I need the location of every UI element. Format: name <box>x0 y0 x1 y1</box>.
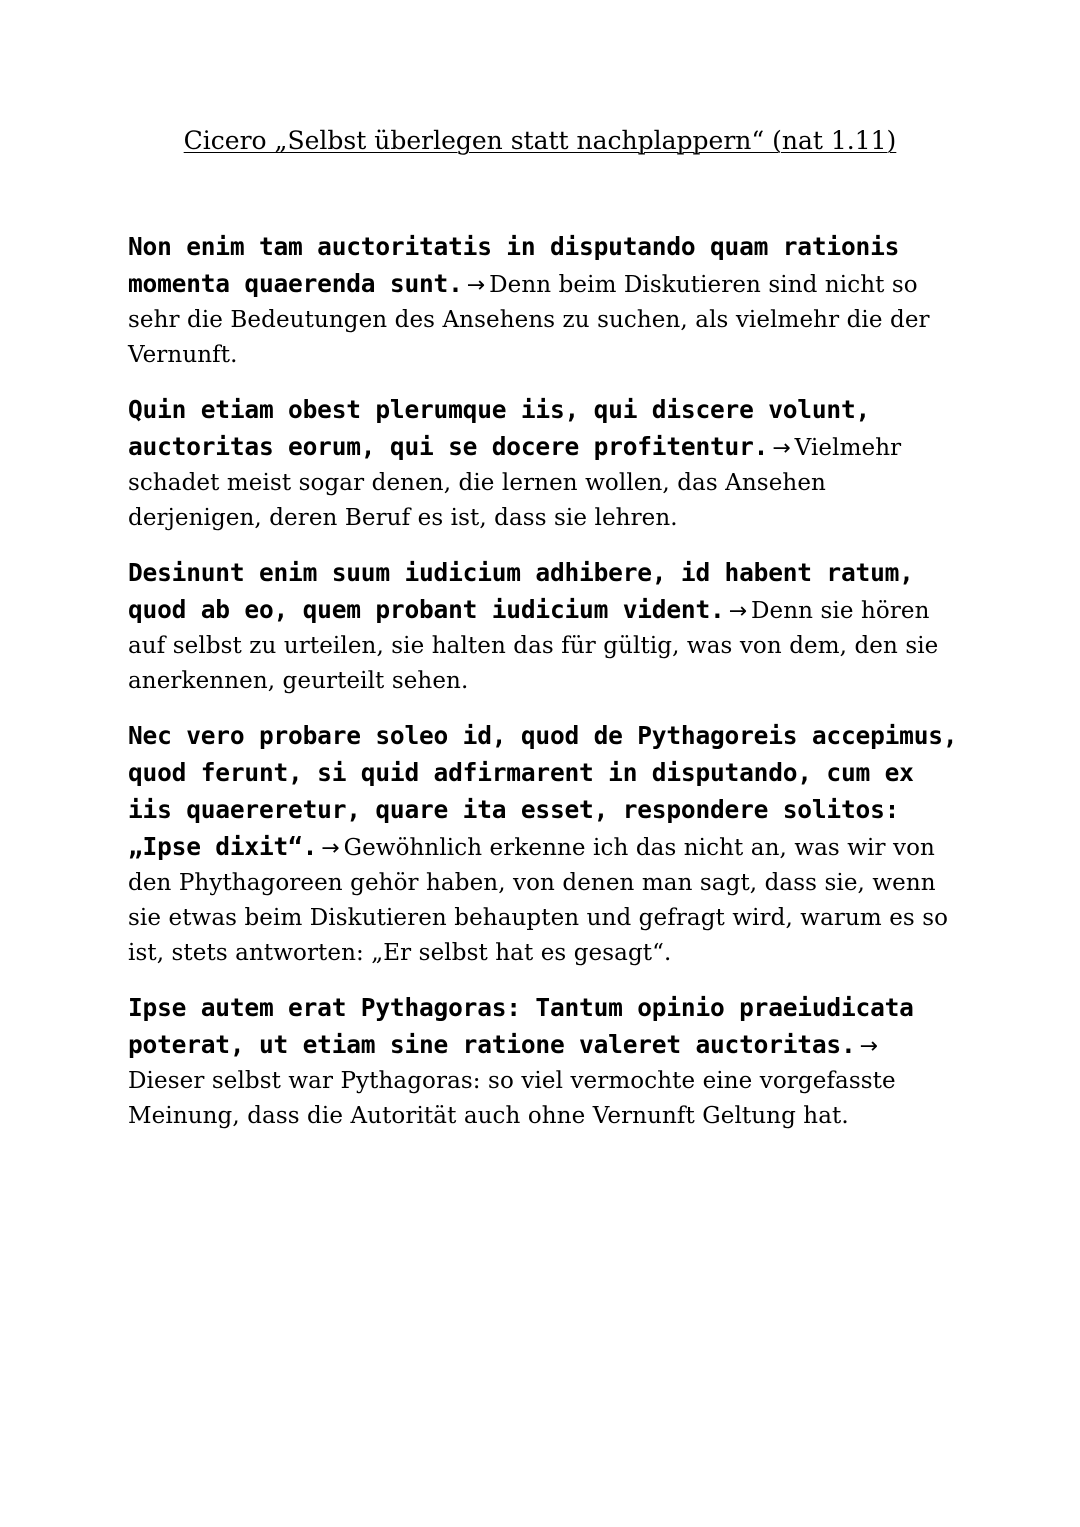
arrow-icon: → <box>728 599 747 624</box>
paragraph-3 <box>128 556 958 700</box>
arrow-icon: → <box>466 273 486 298</box>
latin-text: Nec vero probare soleo id, quod de Pythagoreis accepimus, quod ferunt, si quid adfirmarent in disputando, cum ex iis quaereretur, quare ita esset, respondere solitos: „Ipse dixit“. <box>128 721 958 861</box>
latin-text: Ipse autem erat Pythagoras: Tantum opinio praeiudicata poterat, ut etiam sine ratione valeret auctoritas. <box>128 993 914 1059</box>
german-translation: Denn beim Diskutieren sind nicht so sehr die Bedeutungen des Ansehens zu suchen, als vielmehr die der Vernunft. <box>128 272 930 368</box>
paragraph-4 <box>128 719 958 972</box>
german-translation: Dieser selbst war Pythagoras: so viel vermochte eine vorgefasste Meinung, dass die Autorität auch ohne Vernunft Geltung hat. <box>128 1068 896 1129</box>
paragraph-5 <box>128 991 958 1135</box>
arrow-icon: → <box>772 436 791 461</box>
latin-text: Desinunt enim suum iudicium adhibere, id habent ratum, quod ab eo, quem probant iudicium vident. <box>128 558 914 624</box>
paragraph-2 <box>128 393 958 537</box>
arrow-icon: → <box>321 836 340 861</box>
german-translation: Vielmehr schadet meist sogar denen, die lernen wollen, das Ansehen derjenigen, deren Beruf es ist, dass sie lehren. <box>128 435 902 531</box>
german-translation: Gewöhnlich erkenne ich das nicht an, was wir von den Phythagoreen gehör haben, von denen man sagt, dass sie, wenn sie etwas beim Diskutieren behaupten und gefragt wird, warum es so ist, stets antworten: „Er selbst hat es gesagt“. <box>128 835 949 966</box>
document-body <box>128 230 958 1154</box>
paragraph-1 <box>128 230 958 374</box>
document-title: Cicero „Selbst überlegen statt nachplappern“ (nat 1.11) <box>183 126 897 155</box>
arrow-icon: → <box>859 1034 878 1059</box>
latin-text: Non enim tam auctoritatis in disputando quam rationis momenta quaerenda sunt. <box>128 232 900 298</box>
latin-text: Quin etiam obest plerumque iis, qui discere volunt, auctoritas eorum, qui se docere profitentur. <box>128 395 871 461</box>
german-translation: Denn sie hören auf selbst zu urteilen, sie halten das für gültig, was von dem, den sie anerkennen, geurteilt sehen. <box>128 598 939 694</box>
